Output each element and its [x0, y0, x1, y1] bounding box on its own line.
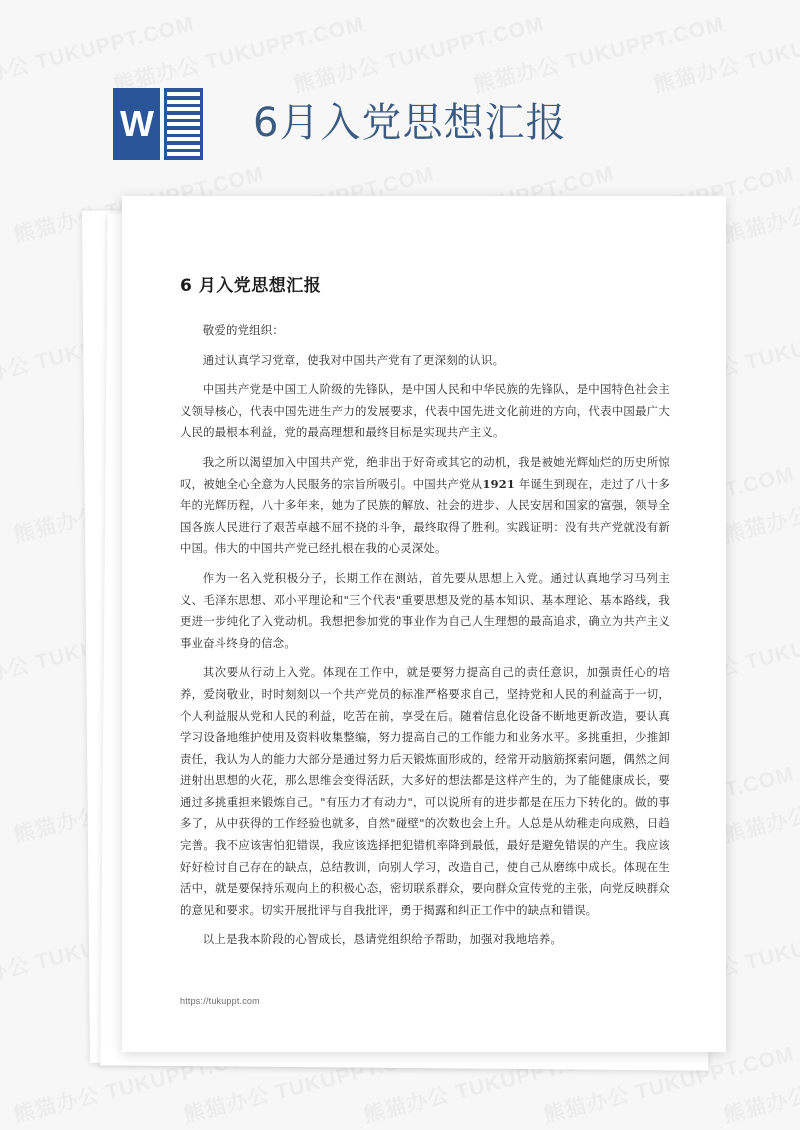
watermark-text [720, 758, 800, 849]
word-logo-letter: W [120, 103, 153, 144]
document-sheet-front[interactable] [122, 196, 726, 1052]
document-footer-url[interactable]: https://tukuppt.com [180, 996, 260, 1006]
document-paragraph: 作为一名入党积极分子，长期工作在测站，首先要从思想上入党。通过认真地学习马列主义、毛泽东思想、邓小平理论和"三个代表"重要思想及党的基本知识、基本理论、基本路线，我更进一步纯化了入党动机。我想把参加党的事业作为自己人生理想的最高追求，确立为共产主义事业奋斗终身的信念。 [180, 570, 670, 650]
document-paper-stack [86, 196, 726, 1076]
document-paragraph: 通过认真学习党章，使我对中国共产党有了更深刻的认识。 [202, 352, 505, 367]
document-content [122, 196, 726, 1052]
document-heading: 6 月入党思想汇报 [180, 276, 322, 296]
watermark-text [720, 458, 800, 549]
page-title: 6月入党思想汇报 [253, 100, 567, 146]
document-paragraph: 其次要从行动上入党。体现在工作中，就是要努力提高自己的责任意识，加强责任心的培养，爱岗敬业，时时刻刻以一个共产党员的标准严格要求自己，坚持党和人民的利益高于一切，个人利益服从党和人民的利益，吃苦在前，享受在后。随着信息化设备不断地更新改造，要认真学习设备地维护使用及资料收集整编，努力提高自己的工作能力和业务水平。多挑重担，少推卸责任，我认为人的能力大部分是通过努力后天锻炼面形成的，经常开动脑筋探索问题，偶然之间迸射出思想的火花，那么思维会变得活跃，大多好的想法都是这样产生的，为了能健康成长，要通过多挑重担来锻炼自己。"有压力才有动力"，可以说所有的进步都是在压力下转化的。做的事多了，从中获得的工作经验也就多，自然"碰壁"的次数也会上升。人总是从幼稚走向成熟，日趋完善。我不应该害怕犯错误，我应该选择把犯错机率降到最低，最好是避免错误的产生。我应该好好检讨自己存在的缺点，总结教训，向别人学习，改造自己，使自己从磨练中成长。体现在生活中，就是要保持乐观向上的积极心态，密切联系群众，要向群众宣传党的主张，向党反映群众的意见和要求。切实开展批评与自我批评，勇于揭露和纠正工作中的缺点和错误。 [180, 665, 670, 917]
page-header [0, 0, 800, 190]
word-logo-doc-lines [164, 88, 203, 160]
document-paragraph: 中国共产党是中国工人阶级的先锋队，是中国人民和中华民族的先锋队，是中国特色社会主义领导核心，代表中国先进生产力的发展要求，代表中国先进文化前进的方向，代表中国最广大人民的最根本利益，党的最高理想和最终目标是实现共产主义。 [180, 382, 670, 440]
watermark-text [720, 1038, 800, 1129]
document-body [180, 320, 670, 959]
word-logo-icon [113, 88, 203, 160]
word-logo-letter-block [113, 88, 160, 160]
document-paragraph: 以上是我本阶段的心智成长，恳请党组织给予帮助，加强对我地培养。 [202, 932, 563, 947]
document-paragraph: 敬爱的党组织： [202, 323, 284, 337]
document-paragraph: 我之所以渴望加入中国共产党，绝非出于好奇或其它的动机，我是被她光辉灿烂的历史所惊叹，被她全心全意为人民服务的宗旨所吸引。中国共产党从1921 年诞生到现在，走过了八十多年的光辉历程，八十多年来，她为了民族的解放、社会的进步、人民安居和国家的富强，领导全国各族人民进行了艰苦卓越不屈不挠的斗争，最终取得了胜利。实践证明：没有共产党就没有新中国。伟大的中国共产党已经扎根在我的心灵深处。 [180, 454, 671, 556]
